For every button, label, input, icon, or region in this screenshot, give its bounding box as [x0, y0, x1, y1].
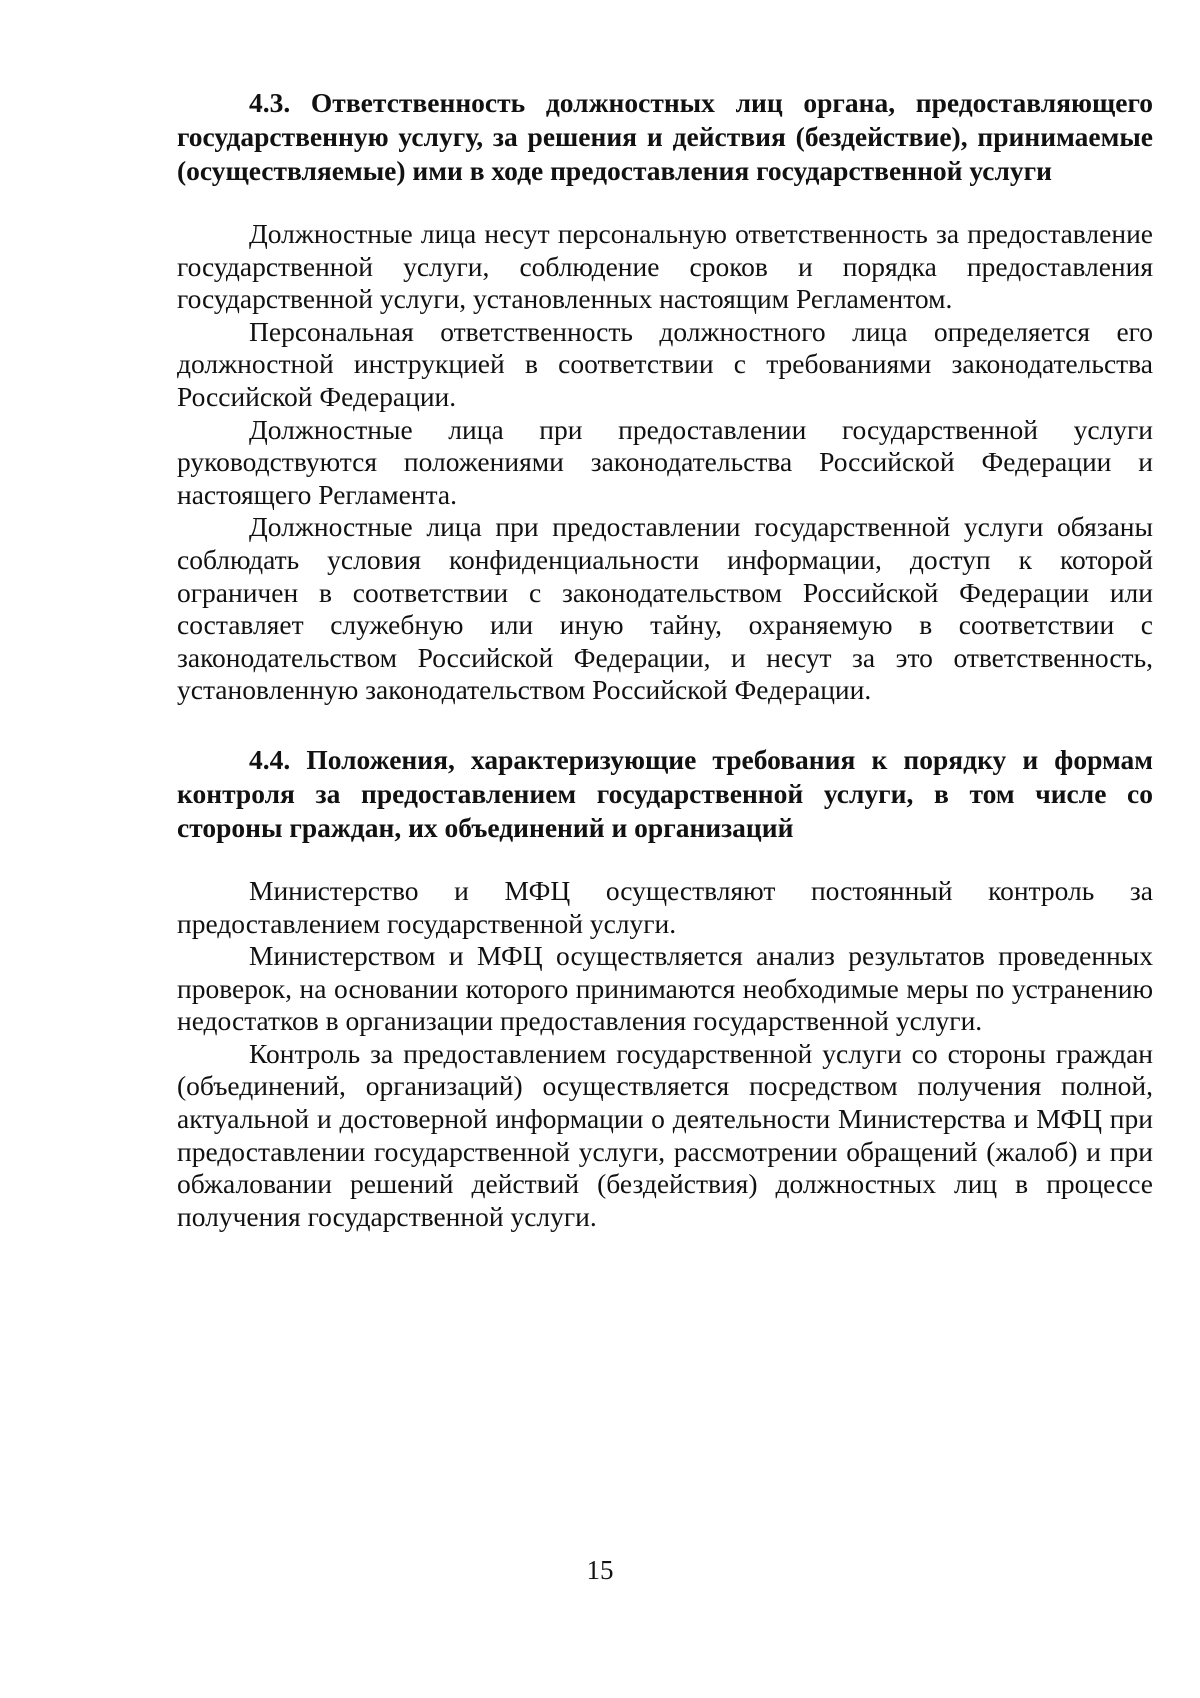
page-number: 15 [586, 1555, 614, 1585]
section-4-3-paragraph-2: Персональная ответственность должностного лица определяется его должностной инструкцией в соответствии с требованиями законодательства Российской Федерации. [177, 315, 1153, 412]
spacer [177, 707, 1153, 743]
document-page [177, 86, 1153, 1233]
spacer [177, 845, 1153, 875]
section-4-3-heading: 4.3. Ответственность должностных лиц органа, предоставляющего государственную услугу, за решения и действия (бездействие), принимаемые (осуществляемые) ими в ходе предоставления государственной услуги [177, 87, 1153, 186]
section-4-4-paragraph-1: Министерство и МФЦ осуществляют постоянный контроль за предоставлением государственной услуги. [177, 874, 1153, 939]
section-4-4-paragraph-3: Контроль за предоставлением государственной услуги со стороны граждан (объединений, организаций) осуществляется посредством получения полной, актуальной и достоверной информации о деятельности Министерства и МФЦ при предоставлении государственной услуги, рассмотрении обращений (жалоб) и при обжаловании решений действий (бездействия) должностных лиц в процессе получения государственной услуги. [177, 1037, 1153, 1232]
section-4-3-paragraph-3: Должностные лица при предоставлении государственной услуги руководствуются положениями законодательства Российской Федерации и настоящего Регламента. [177, 413, 1153, 510]
spacer [177, 188, 1153, 218]
section-4-3-paragraph-4: Должностные лица при предоставлении государственной услуги обязаны соблюдать условия конфиденциальности информации, доступ к которой ограничен в соответствии с законодательством Российской Федерации или составляет служебную или иную тайну, охраняемую в соответствии с законодательством Российской Федерации, и несут за это ответственность, установленную законодательством Российской Федерации. [177, 511, 1153, 706]
section-4-4-heading: 4.4. Положения, характеризующие требования к порядку и формам контроля за предоставлением государственной услуги, в том числе со стороны граждан, их объединений и организаций [177, 743, 1153, 843]
section-4-4-paragraph-2: Министерством и МФЦ осуществляется анализ результатов проведенных проверок, на основании которого принимаются необходимые меры по устранению недостатков в организации предоставления государственной услуги. [177, 940, 1153, 1037]
section-4-3-paragraph-1: Должностные лица несут персональную ответственность за предоставление государственной услуги, соблюдение сроков и порядка предоставления государственной услуги, установленных настоящим Регламентом. [177, 218, 1153, 315]
